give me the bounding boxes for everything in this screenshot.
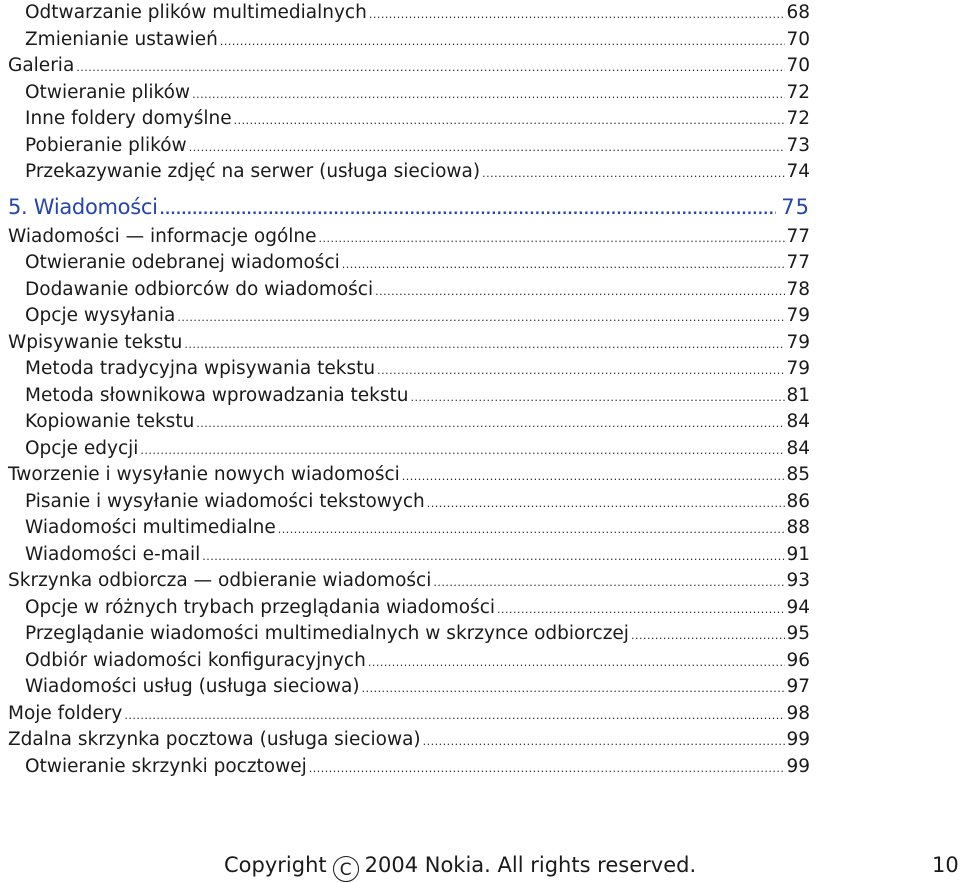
toc-subsection-entry[interactable] xyxy=(8,648,810,675)
toc-entry-title: Pisanie i wysyłanie wiadomości tekstowych xyxy=(25,490,425,512)
toc-entry-page-number: 96 xyxy=(786,649,810,671)
toc-subsection-entry[interactable] xyxy=(8,356,810,383)
toc-entry-title: Otwieranie skrzynki pocztowej xyxy=(25,755,307,777)
toc-entry-title: Wiadomości — informacje ogólne xyxy=(8,225,317,247)
toc-entry-page-number: 79 xyxy=(786,331,810,353)
toc-subsection-entry[interactable] xyxy=(8,674,810,701)
toc-entry-page-number: 78 xyxy=(786,278,810,300)
toc-dot-leader xyxy=(184,332,785,359)
toc-entry-title: Inne foldery domyślne xyxy=(25,108,232,129)
toc-dot-leader xyxy=(342,252,786,279)
toc-section-entry[interactable] xyxy=(8,568,810,595)
toc-entry-title: Otwieranie odebranej wiadomości xyxy=(25,252,340,273)
toc-dot-leader xyxy=(375,279,785,306)
toc-dot-leader xyxy=(177,305,785,332)
toc-entry-page-number: 84 xyxy=(786,411,810,432)
toc-entry-page-number: 70 xyxy=(786,55,810,76)
toc-dot-leader xyxy=(631,623,786,650)
toc-entry-page-number: 84 xyxy=(786,437,810,459)
toc-subsection-entry[interactable] xyxy=(8,250,810,277)
toc-entry-page-number: 75 xyxy=(781,194,810,219)
toc-entry-page-number: 97 xyxy=(786,676,810,697)
toc-dot-leader xyxy=(189,135,786,162)
toc-dot-leader xyxy=(497,597,785,624)
toc-entry-title: Odbiór wiadomości konfiguracyjnych xyxy=(25,649,366,671)
toc-dot-leader xyxy=(192,82,785,109)
toc-entry-title: Metoda tradycyjna wpisywania tekstu xyxy=(25,358,376,379)
toc-subsection-entry[interactable] xyxy=(8,621,810,648)
toc-subsection-entry[interactable] xyxy=(8,106,810,133)
toc-dot-leader xyxy=(234,108,786,135)
toc-dot-leader xyxy=(309,756,786,783)
toc-subsection-entry[interactable] xyxy=(8,277,810,304)
toc-entry-page-number: 98 xyxy=(786,702,810,724)
toc-entry-title: Tworzenie i wysyłanie nowych wiadomości xyxy=(8,464,400,485)
toc-subsection-entry[interactable] xyxy=(8,409,810,436)
toc-entry-title: Dodawanie odbiorców do wiadomości xyxy=(25,278,374,300)
toc-entry-title: 5. Wiadomości xyxy=(8,194,158,219)
toc-entry-page-number: 81 xyxy=(786,384,810,406)
toc-subsection-entry[interactable] xyxy=(8,542,810,569)
toc-dot-leader xyxy=(377,358,785,385)
toc-section-entry[interactable] xyxy=(8,53,810,80)
toc-entry-page-number: 77 xyxy=(786,225,810,247)
toc-entry-title: Kopiowanie tekstu xyxy=(25,411,195,432)
toc-entry-page-number: 85 xyxy=(786,464,810,485)
toc-entry-page-number: 79 xyxy=(786,305,810,326)
toc-entry-title: Odtwarzanie plików multimedialnych xyxy=(25,2,367,23)
toc-entry-page-number: 91 xyxy=(786,543,810,565)
toc-dot-leader xyxy=(433,570,785,597)
toc-subsection-entry[interactable] xyxy=(8,595,810,622)
toc-chapter-heading[interactable] xyxy=(8,192,810,223)
toc-entry-page-number: 73 xyxy=(786,134,810,156)
toc-entry-page-number: 79 xyxy=(786,358,810,379)
toc-dot-leader xyxy=(411,385,786,412)
toc-dot-leader xyxy=(319,226,786,253)
toc-dot-leader xyxy=(124,703,785,730)
toc-subsection-entry[interactable] xyxy=(8,383,810,410)
toc-entry-page-number: 72 xyxy=(786,81,810,103)
toc-entry-page-number: 99 xyxy=(786,729,810,750)
toc-dot-leader xyxy=(160,195,777,226)
toc-dot-leader xyxy=(202,544,785,571)
toc-dot-leader xyxy=(402,464,786,491)
toc-dot-leader xyxy=(196,411,785,438)
toc-entry-page-number: 94 xyxy=(786,596,810,618)
copyright-icon: C xyxy=(333,856,359,882)
toc-entry-title: Wiadomości multimedialne xyxy=(25,517,276,538)
toc-entry-title: Opcje wysyłania xyxy=(25,305,176,326)
toc-entry-title: Zmienianie ustawień xyxy=(25,28,218,50)
toc-entry-title: Przekazywanie zdjęć na serwer (usługa sieciowa) xyxy=(25,161,481,182)
toc-section-entry[interactable] xyxy=(8,727,810,754)
toc-entry-title: Galeria xyxy=(8,55,75,76)
toc-entry-title: Skrzynka odbiorcza — odbieranie wiadomości xyxy=(8,570,432,591)
copyright-notice xyxy=(224,853,696,882)
toc-dot-leader xyxy=(76,55,785,82)
toc-entry-page-number: 74 xyxy=(786,161,810,182)
toc-entry-title: Opcje w różnych trybach przeglądania wiadomości xyxy=(25,596,496,618)
table-of-contents xyxy=(8,0,810,780)
toc-section-entry[interactable] xyxy=(8,224,810,251)
toc-dot-leader xyxy=(423,729,786,756)
toc-dot-leader xyxy=(220,29,786,56)
toc-dot-leader xyxy=(278,517,786,544)
toc-subsection-entry[interactable] xyxy=(8,80,810,107)
toc-entry-page-number: 86 xyxy=(786,490,810,512)
toc-subsection-entry[interactable] xyxy=(8,133,810,160)
toc-entry-page-number: 68 xyxy=(786,2,810,23)
toc-entry-title: Moje foldery xyxy=(8,702,123,724)
toc-subsection-entry[interactable] xyxy=(8,489,810,516)
toc-entry-page-number: 93 xyxy=(786,570,810,591)
toc-subsection-entry[interactable] xyxy=(8,0,810,27)
toc-subsection-entry[interactable] xyxy=(8,754,810,781)
toc-entry-title: Opcje edycji xyxy=(25,437,139,459)
toc-entry-page-number: 70 xyxy=(786,28,810,50)
toc-subsection-entry[interactable] xyxy=(8,27,810,54)
toc-section-entry[interactable] xyxy=(8,462,810,489)
toc-entry-title: Metoda słownikowa wprowadzania tekstu xyxy=(25,384,409,406)
toc-subsection-entry[interactable] xyxy=(8,436,810,463)
toc-entry-title: Pobieranie plików xyxy=(25,134,187,156)
toc-dot-leader xyxy=(369,2,786,29)
toc-section-entry[interactable] xyxy=(8,330,810,357)
copyright-text: 2004 Nokia. All rights reserved. xyxy=(364,853,697,877)
toc-entry-title: Wpisywanie tekstu xyxy=(8,331,183,353)
toc-entry-page-number: 88 xyxy=(786,517,810,538)
toc-dot-leader xyxy=(362,676,786,703)
page-number: 10 xyxy=(932,853,959,877)
toc-entry-title: Zdalna skrzynka pocztowa (usługa sieciowa) xyxy=(8,729,421,750)
toc-dot-leader xyxy=(427,491,786,518)
toc-entry-page-number: 77 xyxy=(786,252,810,273)
toc-entry-page-number: 99 xyxy=(786,755,810,777)
toc-section-entry[interactable] xyxy=(8,701,810,728)
toc-dot-leader xyxy=(140,438,785,465)
toc-subsection-entry[interactable] xyxy=(8,303,810,330)
toc-dot-leader xyxy=(368,650,786,677)
copyright-prefix: Copyright xyxy=(224,853,327,877)
toc-subsection-entry[interactable] xyxy=(8,515,810,542)
toc-entry-page-number: 72 xyxy=(786,108,810,129)
toc-entry-title: Otwieranie plików xyxy=(25,81,191,103)
toc-entry-title: Wiadomości usług (usługa sieciowa) xyxy=(25,676,360,697)
toc-subsection-entry[interactable] xyxy=(8,159,810,186)
toc-entry-title: Przeglądanie wiadomości multimedialnych w skrzynce odbiorczej xyxy=(25,623,629,644)
toc-entry-page-number: 95 xyxy=(786,623,810,644)
toc-entry-title: Wiadomości e-mail xyxy=(25,543,201,565)
toc-dot-leader xyxy=(482,161,785,188)
